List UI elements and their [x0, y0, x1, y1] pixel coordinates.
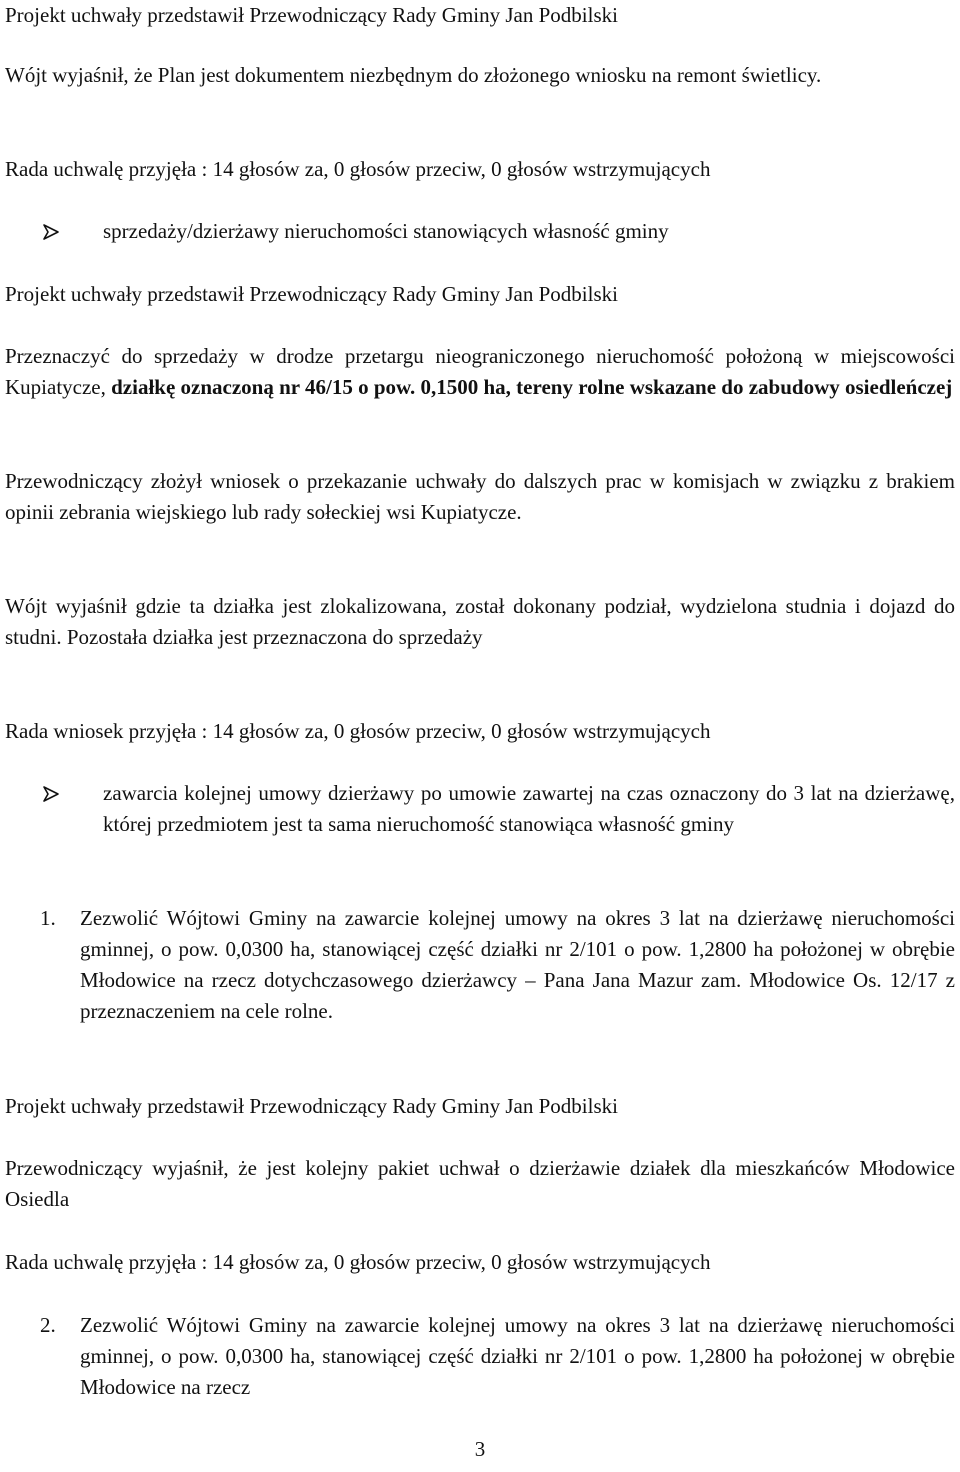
paragraph-chairman-explained: Przewodniczący wyjaśnił, że jest kolejny pakiet uchwał o dzierżawie działek dla mieszkańców Młodowice Osiedla — [5, 1156, 955, 1211]
paragraph-mayor-explained-plot: Wójt wyjaśnił gdzie ta działka jest zlokalizowana, został dokonany podział, wydzielona studnia i dojazd do studni. Pozostała działka jest przeznaczona do sprzedaży — [5, 594, 955, 649]
paragraph-motion-vote-result: Rada wniosek przyjęła : 14 głosów za, 0 głosów przeciw, 0 głosów wstrzymujących — [5, 719, 711, 743]
paragraph-mayor-explained-plan: Wójt wyjaśnił, że Plan jest dokumentem niezbędnym do złożonego wniosku na remont świetlicy. — [5, 63, 822, 87]
arrow-bullet-icon — [41, 778, 63, 809]
designate-text: Przeznaczyć do sprzedaży w drodze przetargu nieograniczonego nieruchomość położoną w miejscowości Kupiatycze, — [5, 344, 955, 399]
arrow-bullet-icon — [41, 216, 63, 247]
page-number: 3 — [474, 1437, 486, 1461]
plot-description-bold: działkę oznaczoną nr 46/15 o pow. 0,1500 ha, tereny rolne wskazane do zabudowy osiedleńczej — [111, 375, 953, 399]
bullet-text: sprzedaży/dzierżawy nieruchomości stanowiących własność gminy — [103, 219, 669, 243]
paragraph-vote-result: Rada uchwalę przyjęła : 14 głosów za, 0 głosów przeciw, 0 głosów wstrzymujących — [5, 157, 711, 181]
numbered-item-2 — [40, 1310, 955, 1403]
numbered-item-1 — [40, 903, 955, 1027]
paragraph-chairman-motion: Przewodniczący złożył wniosek o przekazanie uchwały do dalszych prac w komisjach w związku z brakiem opinii zebrania wiejskiego lub rady sołeckiej wsi Kupiatycze. — [5, 469, 955, 524]
item-text: Zezwolić Wójtowi Gminy na zawarcie kolejnej umowy na okres 3 lat na dzierżawę nieruchomości gminnej, o pow. 0,0300 ha, stanowiącej część działki nr 2/101 o pow. 1,2800 ha położonej w obrębie Młodowice na rzecz — [80, 1313, 955, 1399]
bullet-item-lease-agreement — [45, 778, 955, 840]
bullet-item-sale-lease — [45, 216, 955, 247]
item-number: 2. — [40, 1313, 56, 1337]
paragraph-project-presented: Projekt uchwały przedstawił Przewodniczący Rady Gminy Jan Podbilski — [5, 282, 618, 306]
paragraph-vote-result: Rada uchwalę przyjęła : 14 głosów za, 0 głosów przeciw, 0 głosów wstrzymujących — [5, 1250, 711, 1274]
item-number: 1. — [40, 906, 56, 930]
item-text: Zezwolić Wójtowi Gminy na zawarcie kolejnej umowy na okres 3 lat na dzierżawę nieruchomości gminnej, o pow. 0,0300 ha, stanowiącej część działki nr 2/101 o pow. 1,2800 ha położonej w obrębie Młodowice na rzecz dotychczasowego dzierżawcy – Pana Jana Mazur zam. Młodowice Os. 12/17 z przeznaczeniem na cele rolne. — [80, 906, 955, 1023]
paragraph-project-presented: Projekt uchwały przedstawił Przewodniczący Rady Gminy Jan Podbilski — [5, 1094, 618, 1118]
paragraph-project-presented: Projekt uchwały przedstawił Przewodniczący Rady Gminy Jan Podbilski — [5, 3, 618, 27]
bullet-text: zawarcia kolejnej umowy dzierżawy po umowie zawartej na czas oznaczony do 3 lat na dzierżawę, której przedmiotem jest ta sama nieruchomość stanowiąca własność gminy — [103, 781, 955, 836]
paragraph-designate-for-sale — [5, 341, 955, 403]
